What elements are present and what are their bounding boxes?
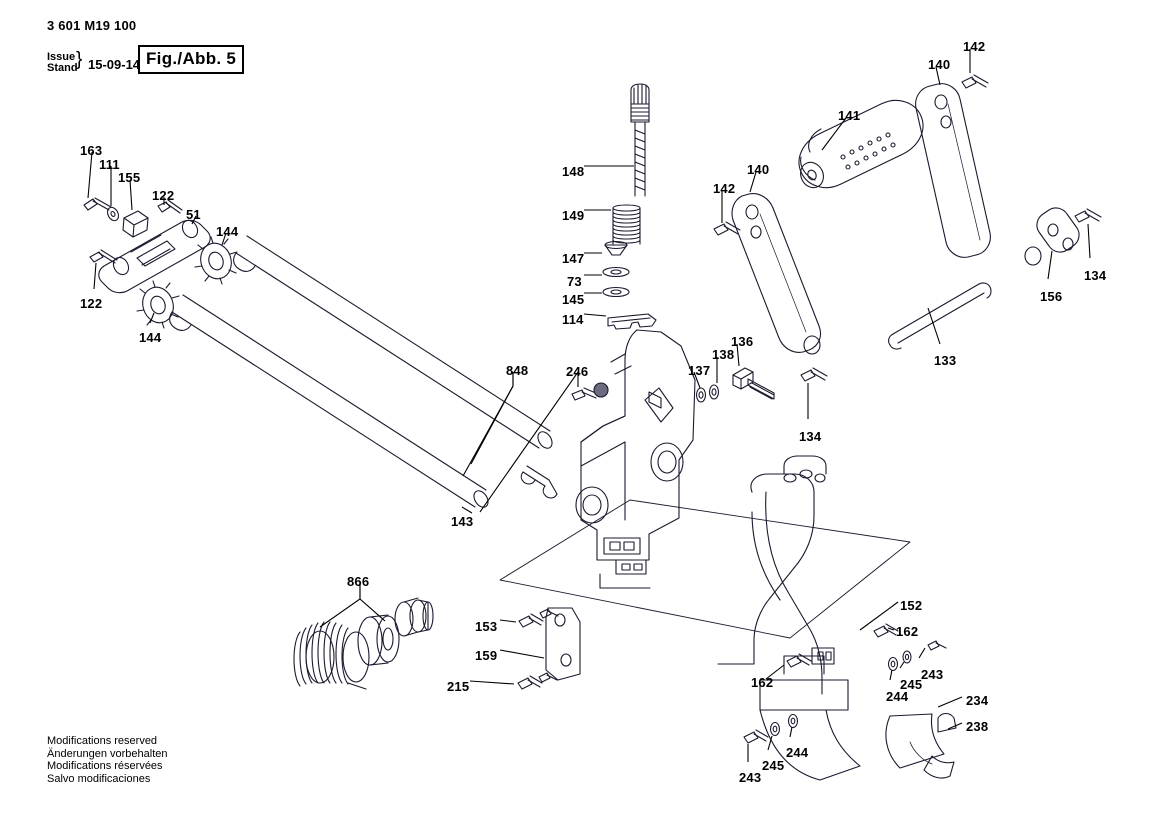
part-114-clip [608,314,656,329]
callout-144: 144 [139,330,162,345]
callout-133: 133 [934,353,957,368]
part-51-link-plate [99,218,210,293]
issue-date: 15-09-14 [88,57,141,72]
callout-238: 238 [966,719,989,734]
part-144-knob-lower [137,281,179,328]
figure-label: Fig./Abb. 5 [138,45,244,74]
callout-152: 152 [900,598,923,613]
leader-lines [88,49,1090,762]
callout-144: 144 [216,224,239,239]
base-plate-outline [500,500,910,638]
callout-243: 243 [921,667,944,682]
footer-line-en: Modifications reserved [47,735,158,747]
part-147-cone [605,242,627,256]
issue-label-en: Issue [47,51,76,63]
callout-163: 163 [80,143,103,158]
callout-140: 140 [747,162,770,177]
callout-245: 245 [900,677,923,692]
callout-122: 122 [152,188,175,203]
issue-labels [47,52,78,74]
callout-243: 243 [739,770,762,785]
callout-51: 51 [186,207,201,222]
callout-866: 866 [347,574,370,589]
part-140-arm-right [916,84,1041,265]
callout-73: 73 [567,274,582,289]
callout-246: 246 [566,364,589,379]
part-866-bushing-b [395,598,433,636]
callout-234: 234 [966,693,989,708]
issue-brace: } [76,49,83,70]
part-148-threaded-rod [631,84,649,196]
part-156-clamp [1037,208,1079,252]
callout-215: 215 [447,679,470,694]
part-number: 3 601 M19 100 [47,18,137,33]
footer-line-fr: Modifications réservées [47,760,163,772]
callout-162: 162 [896,624,919,639]
part-866-coil-spring [294,622,369,689]
part-144-knob-upper [195,237,237,284]
callout-153: 153 [475,619,498,634]
part-149-spring [613,205,640,244]
callout-137: 137 [688,363,711,378]
part-133-rod [889,283,991,349]
callout-162: 162 [751,675,774,690]
part-138-oring [710,385,719,399]
callout-143: 143 [451,514,474,529]
part-145-washer [603,288,629,297]
part-111-washer [105,205,120,222]
part-246-nut [594,383,608,397]
callout-134: 134 [1084,268,1107,283]
part-163-screw [84,198,111,210]
callout-140: 140 [928,57,951,72]
part-73-washer [603,268,629,277]
part-137-washer [697,388,706,402]
callout-244: 244 [886,689,909,704]
part-159-bracket [546,608,580,680]
part-215-screws [518,673,557,689]
callout-145: 145 [562,292,585,307]
part-143-housing [576,330,695,588]
part-848-tubes [170,236,557,510]
part-162-screw-upper [874,624,898,637]
callout-147: 147 [562,251,585,266]
callout-134: 134 [799,429,822,444]
part-866-bushing-a [358,615,399,665]
callout-159: 159 [475,648,498,663]
footer-line-es: Salvo modificaciones [47,772,151,785]
callout-244: 244 [786,745,809,760]
issue-label-de: Stand [47,62,78,74]
part-153-screws [519,609,558,627]
callout-142: 142 [963,39,986,54]
part-155-bracket [123,211,148,237]
callout-156: 156 [1040,289,1063,304]
callout-111: 111 [99,157,120,172]
callout-149: 149 [562,208,585,223]
part-136-bolt [733,368,774,399]
part-152-column [718,456,860,780]
callout-138: 138 [712,347,735,362]
callout-148: 148 [562,164,585,179]
footer-line-de: Änderungen vorbehalten [47,747,168,760]
part-142-screw-right [962,75,988,88]
callout-245: 245 [762,758,785,773]
callout-142: 142 [713,181,736,196]
part-134-screw-right [1075,209,1101,222]
part-234-238-guard [886,714,956,779]
callout-848: 848 [506,363,529,378]
part-134-screw-lower [801,368,827,381]
callout-122: 122 [80,296,103,311]
callout-136: 136 [731,334,754,349]
callout-155: 155 [118,170,141,185]
callout-141: 141 [838,108,861,123]
callout-114: 114 [562,312,584,327]
part-140-arm-left [732,194,821,354]
footer-notice [47,735,167,785]
